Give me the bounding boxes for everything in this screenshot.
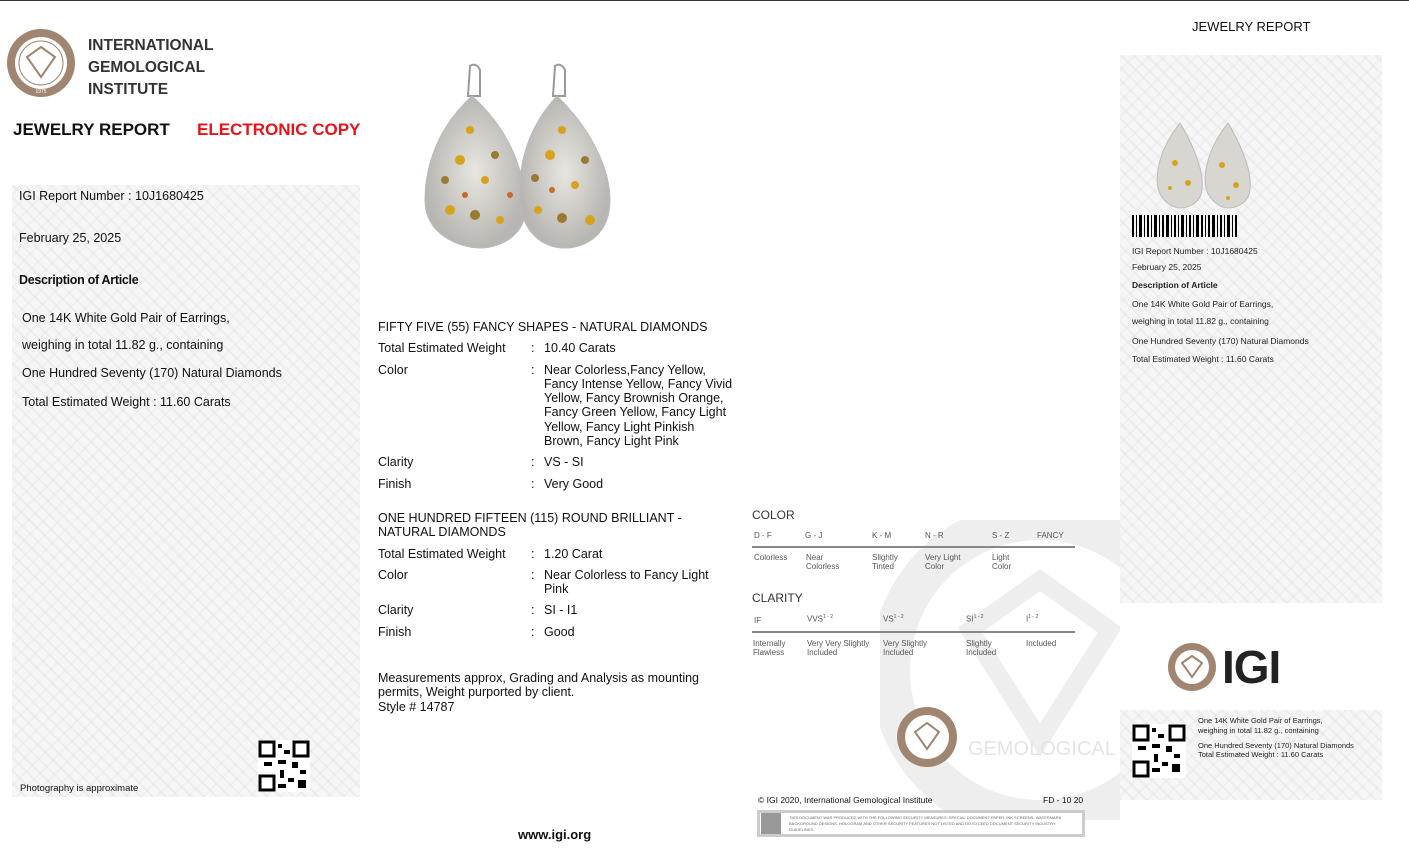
row-label: Total Estimated Weight <box>378 341 506 356</box>
photo-note: Photography is approximate <box>20 783 139 794</box>
description-heading: Description of Article <box>19 273 139 287</box>
clarity-desc: Very Slightly Included <box>883 639 928 657</box>
website-link[interactable]: www.igi.org <box>518 827 592 842</box>
svg-text:GEMOLOGICAL: GEMOLOGICAL <box>968 738 1116 760</box>
document-lock-icon <box>761 813 781 834</box>
row-colon: : <box>531 362 535 377</box>
qr-code-icon[interactable] <box>1132 724 1186 778</box>
form-code: FD - 10 20 <box>1043 795 1084 805</box>
qr-caption-line: One 14K White Gold Pair of Earrings, <box>1198 716 1323 725</box>
group2-weight-row <box>378 547 738 561</box>
row-value: Near Colorless to Fancy Light Pink <box>544 567 709 597</box>
group2-finish-row <box>378 625 738 639</box>
group1-finish-row <box>378 477 738 491</box>
color-desc: Near Colorless <box>806 553 840 571</box>
color-grade: G - J <box>805 531 823 540</box>
row-value: 1.20 Carat <box>544 546 603 561</box>
security-notice <box>757 810 1085 837</box>
clarity-desc: Very Very Slightly Included <box>807 639 870 657</box>
right-description-heading: Description of Article <box>1132 280 1218 290</box>
diamond-details <box>378 320 738 714</box>
description-line: Total Estimated Weight : 11.60 Carats <box>22 395 231 409</box>
color-desc: Colorless <box>754 553 788 562</box>
clarity-grade: $I^{1 - 2}$ <box>1026 614 1039 624</box>
color-desc: Light Color <box>992 553 1012 571</box>
row-colon: : <box>531 624 535 639</box>
color-desc: Slightly Tinted <box>872 553 898 571</box>
top-border <box>0 0 1409 1</box>
row-label: Color <box>378 362 408 377</box>
institute-name <box>88 35 213 101</box>
row-value: Very Good <box>544 476 604 491</box>
description-line: One 14K White Gold Pair of Earrings, <box>22 311 230 325</box>
style-number: Style # 14787 <box>378 699 455 714</box>
security-text: THIS DOCUMENT WAS PRODUCED WITH THE FOLLOWING SECURITY MEASURES: SPECIAL DOCUMENT PAPER, INK SCREENS, WATERMARK BACKGROUND DESIGNS, HOLOGRAM AND OTHER SECURITY FEATURES NOT LISTED AND DO EXCEED DOCUMENT SECURITY INDUSTRY GUIDELINES. <box>789 814 1062 832</box>
right-description-line: One 14K White Gold Pair of Earrings, <box>1132 299 1274 309</box>
clarity-grade: IF <box>754 616 762 625</box>
row-value: 10.40 Carats <box>544 341 616 356</box>
clarity-scale-heading: CLARITY <box>752 591 803 605</box>
svg-text:1975: 1975 <box>35 89 47 95</box>
group2-clarity-row <box>378 603 738 617</box>
color-grade: K - M <box>872 531 892 540</box>
color-grade: N - R <box>925 531 944 540</box>
copyright: © IGI 2020, International Gemological Institute <box>758 795 933 805</box>
earrings-photo <box>415 60 615 255</box>
row-colon: : <box>531 546 535 561</box>
report-number: IGI Report Number : 10J1680425 <box>19 189 204 203</box>
clarity-desc: Included <box>1026 639 1057 648</box>
right-description-line: One Hundred Seventy (170) Natural Diamonds <box>1132 336 1309 346</box>
color-desc: Very Light Color <box>925 553 961 571</box>
group2-title: ONE HUNDRED FIFTEEN (115) ROUND BRILLIANT - NATURAL DIAMONDS <box>378 510 682 540</box>
row-value: Near Colorless,Fancy Yellow, Fancy Intense Yellow, Fancy Vivid Yellow, Fancy Brownish Orange, Fancy Green Yellow, Fancy Light Yellow, Fancy Light Pinkish Brown, Fancy Light Pink <box>544 362 733 449</box>
report-date: February 25, 2025 <box>19 231 122 245</box>
row-label: Clarity <box>378 603 414 618</box>
right-panel <box>1120 55 1382 603</box>
description-line: weighing in total 11.82 g., containing <box>22 338 224 352</box>
row-colon: : <box>531 341 535 356</box>
row-label: Color <box>378 567 408 582</box>
clarity-grade: VVS$^{1 - 2}$ <box>807 614 834 624</box>
right-report-date: February 25, 2025 <box>1132 262 1202 272</box>
qr-caption-line: One Hundred Seventy (170) Natural Diamonds Total Estimated Weight : 11.60 Carats <box>1198 741 1354 759</box>
color-scale-divider <box>752 546 1075 548</box>
barcode <box>1132 215 1240 237</box>
row-label: Clarity <box>378 455 414 470</box>
clarity-scale-divider <box>752 631 1075 633</box>
row-colon: : <box>531 455 535 470</box>
group1-title: FIFTY FIVE (55) FANCY SHAPES - NATURAL DIAMONDS <box>378 320 708 334</box>
igi-logo-seal <box>1167 642 1217 692</box>
clarity-grade: VS$^{1 - 2}$ <box>883 614 904 624</box>
row-value: VS - SI <box>544 455 584 470</box>
report-title: JEWELRY REPORT <box>13 120 170 139</box>
row-label: Total Estimated Weight <box>378 546 506 561</box>
group2-color-row <box>378 568 738 597</box>
institute-line: INTERNATIONAL <box>88 37 214 54</box>
row-colon: : <box>531 603 535 618</box>
igi-seal-logo <box>5 27 77 99</box>
qr-caption-line: weighing in total 11.82 g., containing <box>1198 726 1319 735</box>
qr-code-icon[interactable] <box>258 740 310 792</box>
clarity-desc: Internally Flawless <box>753 639 786 657</box>
group1-color-row <box>378 363 738 449</box>
description-line: One Hundred Seventy (170) Natural Diamonds <box>22 366 282 380</box>
right-report-number: IGI Report Number : 10J1680425 <box>1132 246 1258 256</box>
institute-line: INSTITUTE <box>88 81 169 98</box>
clarity-desc: Slightly Included <box>966 639 997 657</box>
measurement-notes: Measurements approx, Grading and Analysis as mounting permits, Weight purported by client. <box>378 671 700 700</box>
right-report-title: JEWELRY REPORT <box>1192 19 1311 34</box>
left-panel <box>12 185 360 797</box>
color-grade: S - Z <box>992 531 1010 540</box>
row-label: Finish <box>378 624 412 639</box>
row-label: Finish <box>378 476 412 491</box>
row-colon: : <box>531 567 535 582</box>
color-grade: FANCY <box>1037 531 1064 540</box>
earrings-thumbnail <box>1150 103 1260 213</box>
color-grade: D - F <box>754 531 772 540</box>
igi-logo-text: IGI <box>1222 641 1281 693</box>
clarity-grade: SI$^{1 - 2}$ <box>966 614 984 624</box>
group1-clarity-row <box>378 455 738 469</box>
igi-seal-small <box>895 705 959 769</box>
electronic-copy-label: ELECTRONIC COPY <box>197 120 361 139</box>
right-description-line: weighing in total 11.82 g., containing <box>1132 316 1269 326</box>
institute-line: GEMOLOGICAL <box>88 59 206 76</box>
right-description-line: Total Estimated Weight : 11.60 Carats <box>1132 354 1274 364</box>
row-colon: : <box>531 476 535 491</box>
row-value: Good <box>544 624 575 639</box>
row-value: SI - I1 <box>544 603 578 618</box>
right-qr-panel <box>1120 710 1382 800</box>
color-scale-heading: COLOR <box>752 508 795 522</box>
group1-weight-row <box>378 341 738 355</box>
